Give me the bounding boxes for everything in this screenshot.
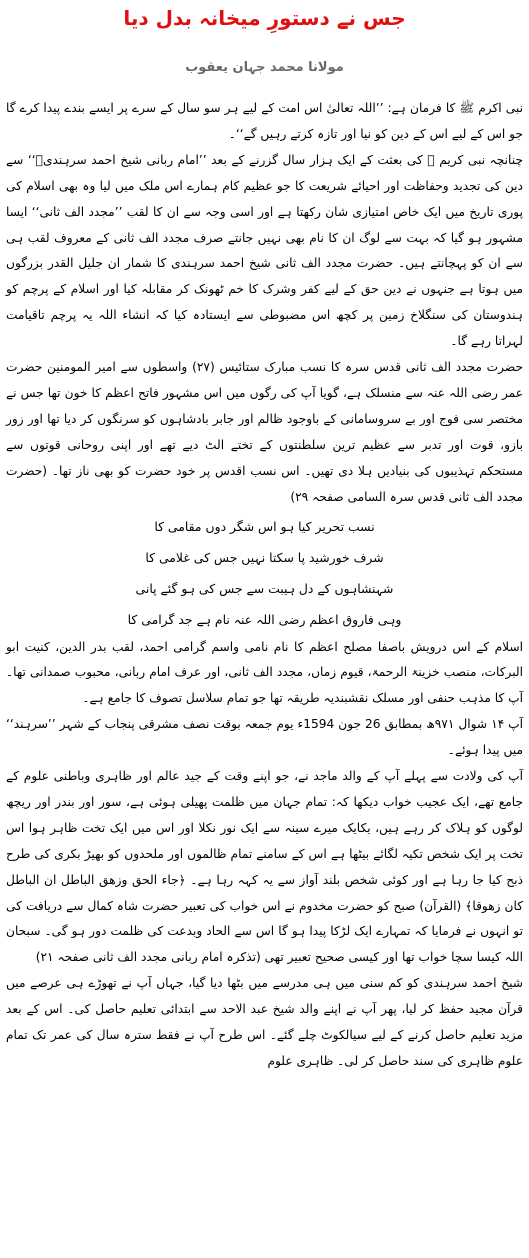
verse-line: نسب تحریر کیا ہو اس شگر دوں مقامی کا xyxy=(154,518,375,534)
verse-line: وہی فاروق اعظم رضی اللہ عنہ نام ہے جد گرامی کا xyxy=(127,611,402,627)
paragraph: چنانچہ نبی کریم ﷺ کی بعثت کے ایک ہزار سال گزرنے کے بعد ’’امام ربانی شیخ احمد سرہندیؒ‘‘ سے دین کی تجدید وحفاظت اور احیائے شریعت کا جو عظیم کام ہمارے اس ملک میں لیا وہ بھی اسلام کی پوری تاریخ میں ایک خاص امتیازی شان رکھتا ہے اور اسی وجہ سے ان کا لقب ’’مجدد الف ثانی‘‘ ایسا مشہور ہو گیا کہ بہت سے لوگ ان کا نام بھی نہیں جانتے صرف مجدد الف ثانی کے معروف لقب ہی سے ان کو پہچانتے ہیں۔ حضرت مجدد الف ثانی شیخ احمد سرہندی کا شمار ان جلیل القدر بزرگوں میں ہوتا ہے جنہوں نے دین حق کے لیے کفر وشرک کا خم ٹھونک کر مقابلہ کیا اور اسلام کے پرچم کو ہندوستان کی سنگلاخ زمین پر کچھ اس مضبوطی سے ایستادہ کیا کہ انشاء اللہ یہ پرچم تاقیامت لہراتا رہے گا۔ xyxy=(6,152,523,349)
paragraph: اسلام کے اس درویش باصفا مصلح اعظم کا نام نامی واسم گرامی احمد، لقب بدر الدین، کنیت ابو البرکات، منصب خزینۃ الرحمۃ، قیوم زماں، مجدد الف ثانی، اور عرف امام ربانی، محبوب صمدانی تھا۔ آپ کا مذہب حنفی اور مسلک نقشبندیہ طریقہ تھا جو تمام سلاسل تصوف کا جامع ہے۔ xyxy=(6,639,523,706)
verse-line: شہنشاہوں کے دل ہیبت سے جس کی ہو گئے پانی xyxy=(135,580,394,596)
verse-block xyxy=(6,511,523,635)
paragraph: حضرت مجدد الف ثانی قدس سرہ کا نسب مبارک ستائیس (۲۷) واسطوں سے امیر المومنین حضرت عمر رضی اللہ عنہ سے منسلک ہے، گویا آپ کی رگوں میں اس مشہور فاتح اعظم کا خون تھا جس نے مختصر سی فوج اور بے سروسامانی کے باوجود ظالم اور جابر بادشاہوں کو سرنگوں کر دیا تھا اور زور بازو، قوت اور تدبر سے عظیم ترین سلطنتوں کے تختے الٹ دیے تھے اور اپنی روحانی قوتوں سے مستحکم تہذیبوں کی بنیادیں ہلا دی تھیں۔ اس نسب اقدس پر خود حضرت کو بھی ناز تھا۔ (حضرت مجدد الف ثانی قدس سرہ السامی صفحہ ۲۹) xyxy=(6,360,523,504)
article-body xyxy=(6,96,523,1075)
paragraph: آپ کی ولادت سے پہلے آپ کے والد ماجد نے، جو اپنے وقت کے جید عالم اور ظاہری وباطنی علوم کے جامع تھے، ایک عجیب خواب دیکھا کہ: تمام جہان میں ظلمت پھیلی ہوئی ہے، سور اور بندر اور ریچھ لوگوں کو ہلاک کر رہے ہیں، یکایک میرے سینہ سے ایک نور نکلا اور اس میں ایک تخت ظاہر ہوا اس تخت پر ایک شخص تکیہ لگائے بیٹھا ہے اس کے سامنے تمام ظالموں اور ملحدوں کو بھیڑ بکری کی طرح ذبح کیا جا رہا ہے اور کوئی شخص بلند آواز سے یہ کہہ رہا ہے۔ ﴿جاء الحق وزھق الباطل ان الباطل کان زھوقا﴾ (القرآن) صبح کو حضرت مخدوم نے اس خواب کی تعبیر حضرت شاہ کمال سے دریافت کی تو انہوں نے فرمایا کہ تمہارے ایک لڑکا پیدا ہو گا اس سے الحاد وبدعت کی ظلمت دور ہو گی۔ سبحان اللہ کیسا سچا خواب تھا اور کیسی صحیح تعبیر تھی (تذکرہ امام ربانی مجدد الف ثانی صفحہ ۲۱) xyxy=(6,769,523,965)
verse-line: شرف خورشید پا سکتا نہیں جس کی غلامی کا xyxy=(145,549,384,565)
article-author: مولانا محمد جہان یعقوب xyxy=(185,60,344,75)
paragraph: نبی اکرم ﷺ کا فرمان ہے: ’’اللہ تعالیٰ اس امت کے لیے ہر سو سال کے سرے پر ایسے بندے پیدا کرے گا جو اس کے لیے اس کے دین کو نیا اور تازہ کرتے رہیں گے‘‘۔ xyxy=(6,101,523,141)
article-title: جس نے دستورِ میخانہ بدل دیا xyxy=(123,6,406,30)
paragraph: آپ ۱۴ شوال ۹۷۱ھ بمطابق 26 جون 1594ء یوم جمعہ بوقت نصف مشرقی پنجاب کے شہر ’’سرہند‘‘ میں پیدا ہوئے۔ xyxy=(6,717,524,758)
paragraph: شیخ احمد سرہندی کو کم سنی میں ہی مدرسے میں بٹھا دیا گیا، جہاں آپ نے تھوڑے ہی عرصے میں قرآن مجید حفظ کر لیا، پھر آپ نے اپنے والد شیخ عبد الاحد سے ابتدائی تعلیم حاصل کی۔ اس کے بعد مزید تعلیم حاصل کرنے کے لیے سیالکوٹ چلے گئے۔ اس طرح آپ نے فقط سترہ سال کی عمر تک تمام علوم ظاہری کی سند حاصل کر لی۔ ظاہری علوم xyxy=(6,976,523,1068)
